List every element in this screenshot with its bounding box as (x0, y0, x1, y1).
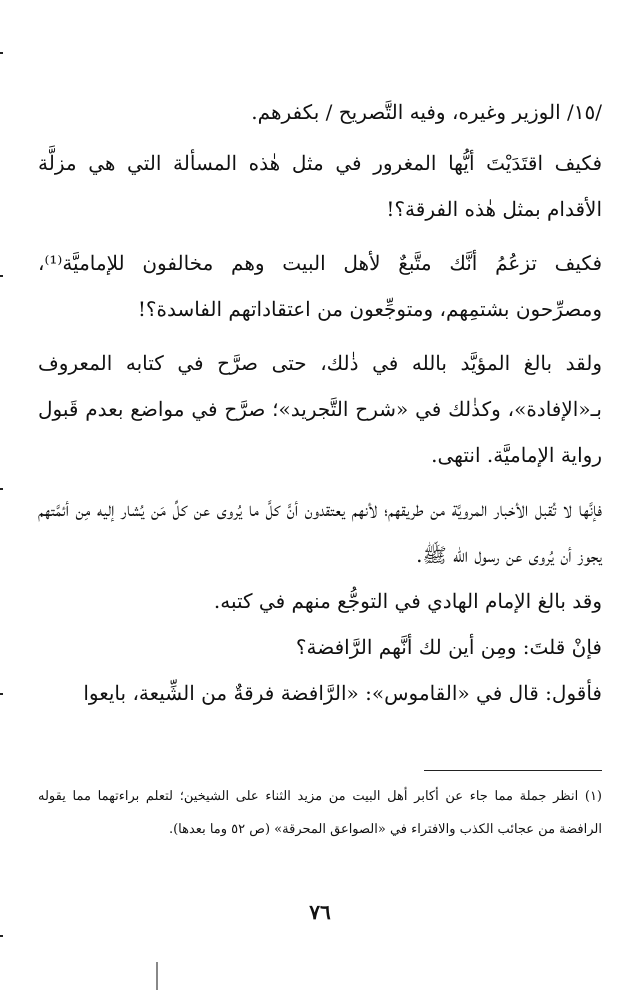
paragraph-5: وقد بالغ الإمام الهادي في التوجُّع منهم في كتبه. (213, 589, 602, 613)
continuation-text: /١٥/ الوزير وغيره، وفيه التَّصريح / بكفرهم. (251, 100, 602, 124)
edge-mark (0, 275, 3, 277)
page-number: ٧٦ (309, 900, 331, 924)
paragraph-4: فإنَّها لا تُقبل الأخبار المرويَّة من طريقهم؛ لأنهم يعتقدون أنَّ كلَّ ما يُروى عن كلِّ مَن يُشار إليه مِن أئمَّتهم يجوز أن يُروى عن رسول الله ﷺ. (38, 497, 602, 567)
paragraph-6: فإنْ قلتَ: ومِن أين لك أنَّهم الرَّافضة؟ (295, 635, 602, 659)
paragraph-1: فكيف اقتَدَيْتَ أيُّها المغرور في مثل هٰذه المسألة التي هي مزلَّة الأقدام بمثل هٰذه الفرقة؟! (38, 151, 602, 221)
edge-mark (0, 935, 3, 937)
scan-artifact (156, 962, 158, 990)
main-text (38, 140, 602, 716)
edge-mark (0, 488, 3, 490)
footnote-1: (١) انظر جملة مما جاء عن أكابر أهل البيت من مزيد الثناء على الشيخين؛ لتعلم براءتهما مما يقوله الرافضة من عجائب الكذب والافتراء في «الصواعق المحرقة» (ص ٥٢ وما بعدها). (38, 789, 602, 837)
edge-mark (0, 693, 3, 695)
edge-mark (0, 52, 3, 54)
paragraph-7: فأقول: قال في «القاموس»: «الرَّافضة فرقةٌ من الشِّيعة، بايعوا (83, 681, 602, 705)
footnote-rule (424, 770, 602, 771)
footnotes (38, 780, 602, 846)
paragraph-3: ولقد بالغ المؤيَّد بالله في ذٰلك، حتى صرَّح في كتابه المعروف بـ«الإفادة»، وكذٰلك في «شرح التَّجريد»؛ صرَّح في مواضع بعدم قَبول رواية الإماميَّة. انتهى. (38, 351, 602, 467)
continuation-line (38, 100, 602, 124)
paragraph-2: فكيف تزعُمُ أنَّك متَّبعٌ لأهل البيت وهم مخالفون للإماميَّة⁽¹⁾، ومصرِّحون بشتمِهم، ومتوجِّعون من اعتقاداتهم الفاسدة؟! (38, 251, 602, 321)
